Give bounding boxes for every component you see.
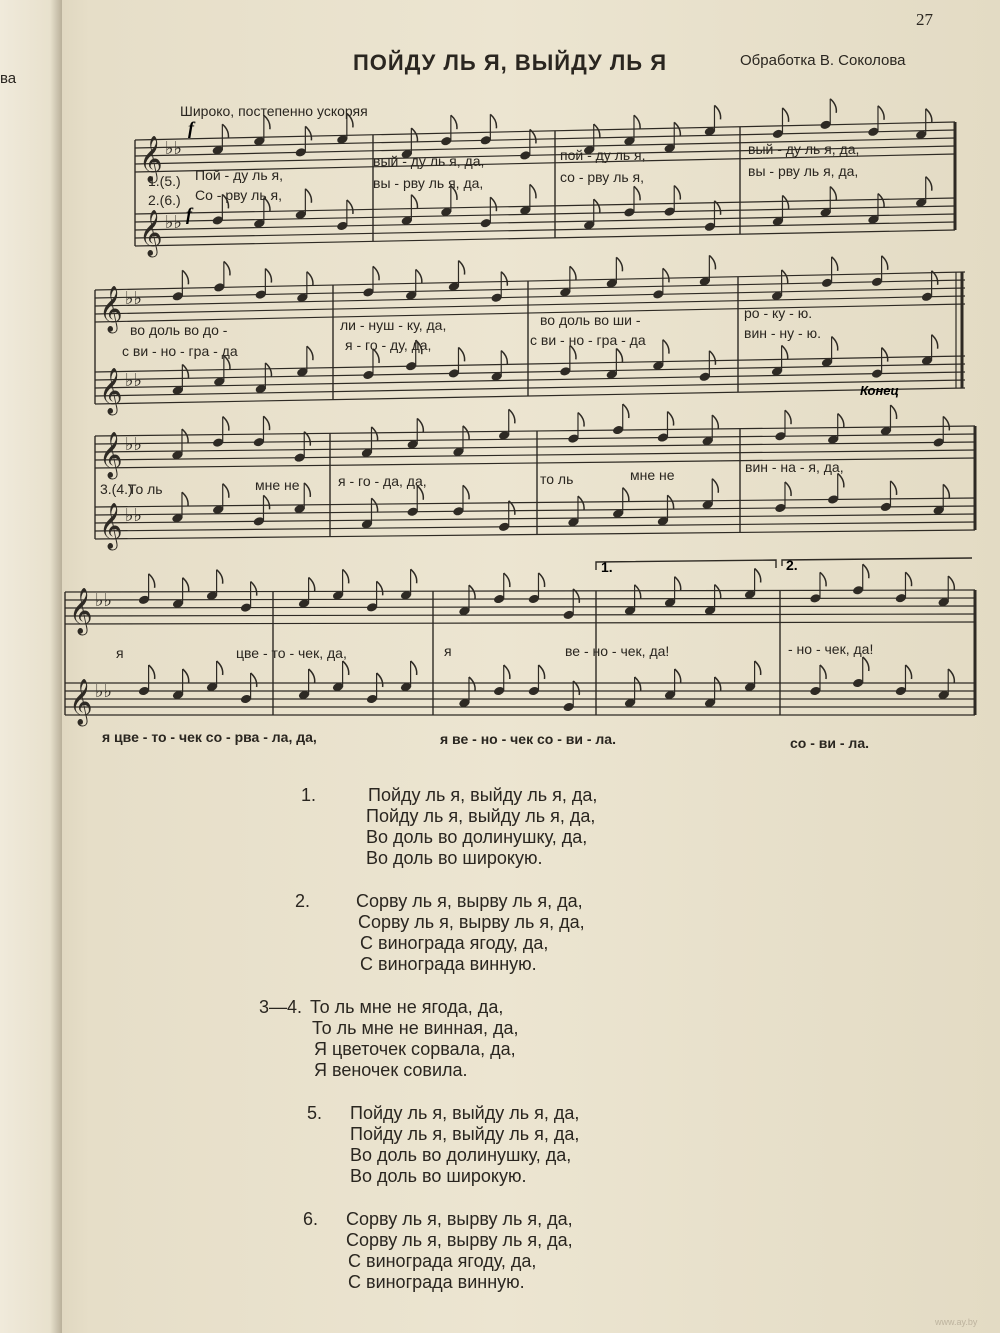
note-flag — [663, 340, 669, 354]
note-flag — [307, 272, 313, 286]
staff-line — [95, 522, 975, 531]
note-flag — [309, 577, 315, 591]
note-flag — [755, 568, 761, 582]
s1-v1-m2: вый - ду ль я, да, — [373, 153, 485, 169]
note-flag — [782, 345, 788, 359]
note-flag — [667, 412, 673, 426]
treble-clef-icon: 𝄞 — [99, 286, 123, 332]
note-flag — [263, 495, 269, 509]
key-signature-flats: ♭♭ — [95, 590, 112, 611]
page-number: 27 — [916, 10, 933, 29]
note-flag — [371, 427, 377, 441]
note-flag — [463, 426, 469, 440]
note-flag — [674, 186, 680, 200]
s3-m3b: мне не — [630, 467, 675, 483]
arranger-credit: Обработка В. Соколова — [740, 52, 906, 69]
note-flag — [309, 669, 315, 683]
note-flag — [832, 257, 838, 271]
note-flag — [755, 661, 761, 675]
note-flag — [501, 351, 507, 365]
verse-line: То ль мне не ягода, да, — [310, 997, 504, 1017]
note-flag — [616, 348, 622, 362]
staff-line — [95, 380, 965, 396]
s2-v1-m4: ро - ку - ю. — [744, 305, 813, 321]
note-flag — [882, 256, 888, 270]
note-flag — [458, 261, 464, 275]
s2-v2-m3: с ви - но - гра - да — [530, 332, 646, 348]
note-flag — [347, 200, 353, 214]
key-signature-flats: ♭♭ — [165, 212, 182, 233]
staff-line — [95, 364, 965, 380]
verse-line: Я цветочек сорвала, да, — [314, 1039, 516, 1059]
note-flag — [882, 348, 888, 362]
staff-line — [95, 388, 965, 404]
note-flag — [183, 669, 189, 683]
verse-line: Сорву ль я, вырву ль я, да, — [346, 1209, 573, 1229]
treble-clef-icon: 𝄞 — [69, 679, 93, 725]
note-flag — [782, 270, 788, 284]
note-flag — [343, 661, 349, 675]
note-flag — [373, 266, 379, 280]
note-flag — [709, 351, 715, 365]
key-signature-flats: ♭♭ — [95, 681, 112, 702]
note-flag — [183, 578, 189, 592]
note-flag — [712, 479, 718, 493]
note-flag — [832, 337, 838, 351]
note-flag — [469, 677, 475, 691]
note-flag — [417, 418, 423, 432]
note-flag — [663, 268, 669, 282]
note-flag — [926, 109, 932, 123]
verse-5 — [306, 1103, 720, 1187]
note-flag — [490, 197, 496, 211]
note-flag — [830, 99, 836, 113]
s4-lower-3: со - ви - ла. — [790, 735, 870, 751]
note-flag — [251, 582, 257, 596]
key-signature-flats: ♭♭ — [125, 370, 142, 391]
note-flag — [222, 124, 228, 138]
dynamic-forte-upper: f — [188, 118, 194, 138]
note-flag — [463, 485, 469, 499]
staff-line — [65, 614, 975, 616]
s3-m1a: То ль — [128, 481, 163, 497]
note-flag — [634, 186, 640, 200]
verse-number: 2. — [294, 891, 310, 911]
note-flag — [377, 581, 383, 595]
s2-v1-m2: ли - нуш - ку, да, — [340, 317, 447, 333]
s4-upper-2: цве - то - чек, да, — [236, 645, 347, 661]
verse-number: 1. — [300, 785, 316, 805]
verse-label-1-5: 1.(5.) — [148, 173, 181, 189]
note-flag — [182, 270, 188, 284]
staff-line — [95, 288, 965, 306]
s4-upper-3: я — [444, 643, 452, 659]
treble-clef-icon: 𝄞 — [139, 210, 163, 256]
previous-page-text: ва — [0, 70, 17, 87]
note-flag — [223, 484, 229, 498]
note-flag — [623, 488, 629, 502]
note-flag — [709, 255, 715, 269]
key-signature-flats: ♭♭ — [125, 288, 142, 309]
note-flag — [307, 346, 313, 360]
clefs-and-keys — [69, 136, 182, 727]
note-flag — [509, 409, 515, 423]
note-flag — [675, 577, 681, 591]
verse-line: С винограда ягоду, да, — [348, 1251, 537, 1271]
note-flag — [411, 661, 417, 675]
staff-line — [95, 498, 975, 507]
note-flag — [265, 363, 271, 377]
note-flag — [948, 669, 954, 683]
note-flag — [675, 669, 681, 683]
verse-number: 3—4. — [258, 997, 302, 1017]
note-flag — [948, 576, 954, 590]
treble-clef-icon: 𝄞 — [139, 136, 163, 182]
note-flag — [634, 115, 640, 129]
note-flag — [905, 572, 911, 586]
treble-clef-icon: 𝄞 — [99, 432, 123, 478]
staff-line — [65, 622, 975, 624]
note-flag — [616, 257, 622, 271]
note-flag — [469, 585, 475, 599]
staff-line — [95, 280, 965, 298]
note-flag — [217, 661, 223, 675]
staff-line — [95, 304, 965, 322]
note-flag — [224, 261, 230, 275]
tempo-marking: Широко, постепенно ускоряя — [180, 103, 368, 119]
s2-v1-m1: во доль во до - — [130, 322, 228, 338]
note-flag — [263, 416, 269, 430]
staff-line — [95, 372, 965, 388]
verse-line: Пойду ль я, выйду ль я, да, — [350, 1103, 580, 1123]
volta-1-bracket — [596, 560, 776, 570]
verse-line: Во доль во долинушку, да, — [366, 827, 588, 847]
note-flag — [785, 482, 791, 496]
s4-upper-5: - но - чек, да! — [788, 641, 874, 657]
note-flag — [785, 410, 791, 424]
note-flag — [782, 108, 788, 122]
note-flag — [343, 569, 349, 583]
verse-line: Я веночек совила. — [314, 1060, 468, 1080]
volta-2-bracket — [782, 558, 972, 566]
song-title: ПОЙДУ ЛЬ Я, ВЫЙДУ ЛЬ Я — [352, 50, 668, 75]
staff-line — [95, 442, 975, 452]
note-flag — [411, 195, 417, 209]
note-flag — [504, 665, 510, 679]
verse-number: 6. — [302, 1209, 318, 1229]
note-flag — [635, 585, 641, 599]
note-flag — [504, 573, 510, 587]
note-flag — [714, 105, 720, 119]
staff-line — [95, 514, 975, 523]
verse-text-block — [258, 785, 680, 1315]
staff-line — [65, 606, 975, 608]
verse-line: С винограда винную. — [360, 954, 537, 974]
note-flag — [878, 194, 884, 208]
note-flag — [712, 415, 718, 429]
note-flag — [264, 115, 270, 129]
s2-v2-m4: вин - ну - ю. — [744, 325, 821, 341]
note-flag — [451, 115, 457, 129]
note-flag — [305, 189, 311, 203]
staff-line — [95, 506, 975, 515]
s2-v1-m3: во доль во ши - — [540, 312, 641, 328]
note-flag — [830, 187, 836, 201]
staff-lines — [65, 122, 975, 715]
verse-6 — [302, 1209, 718, 1293]
dynamic-forte-lower: f — [186, 204, 192, 224]
note-flag — [538, 573, 544, 587]
s4-lower-2: я ве - но - чек со - ви - ла. — [440, 731, 616, 747]
note-flag — [715, 585, 721, 599]
verse-3-4 — [258, 997, 710, 1081]
staff-line — [65, 598, 975, 600]
note-flag — [820, 572, 826, 586]
note-flag — [265, 269, 271, 283]
s2-v2-m1: с ви - но - гра - да — [122, 343, 238, 359]
verse-line: Во доль во долинушку, да, — [350, 1145, 572, 1165]
note-flag — [538, 665, 544, 679]
s3-m3a: то ль — [540, 471, 574, 487]
s4-upper-1: я — [116, 645, 124, 661]
staff-line — [65, 590, 975, 592]
verse-2 — [294, 891, 722, 975]
note-flag — [530, 184, 536, 198]
note-flag — [371, 498, 377, 512]
staff-line — [95, 434, 975, 444]
note-flag — [251, 673, 257, 687]
end-mark: Конец — [860, 383, 899, 398]
s4-upper-4: ве - но - чек, да! — [565, 643, 670, 659]
note-flag — [223, 417, 229, 431]
verse-line: Сорву ль я, вырву ль я, да, — [356, 891, 583, 911]
note-flag — [820, 665, 826, 679]
s4-lower-1: я цве - то - чек со - рва - ла, да, — [102, 729, 317, 745]
treble-clef-icon: 𝄞 — [99, 368, 123, 414]
note-flag — [667, 495, 673, 509]
key-signature-flats: ♭♭ — [125, 505, 142, 526]
verse-line: Пойду ль я, выйду ль я, да, — [366, 806, 596, 826]
note-flag — [674, 122, 680, 136]
note-flag — [890, 405, 896, 419]
note-flag — [782, 195, 788, 209]
note-flag — [570, 266, 576, 280]
note-flag — [926, 177, 932, 191]
note-flag — [182, 429, 188, 443]
key-signature-flats: ♭♭ — [125, 434, 142, 455]
note-flag — [890, 481, 896, 495]
verse-line: С винограда ягоду, да, — [360, 933, 549, 953]
note-flag — [217, 570, 223, 584]
note-flag — [878, 106, 884, 120]
note-flag — [838, 473, 844, 487]
note-flag — [377, 673, 383, 687]
note-flag — [863, 564, 869, 578]
note-flag — [715, 677, 721, 691]
staff-line — [95, 296, 965, 314]
volta-2-label: 2. — [786, 557, 798, 573]
note-flag — [943, 416, 949, 430]
s1-v1-m4: вый - ду ль я, да, — [748, 141, 860, 157]
s1-v2-m1: Со - рву ль я, — [195, 187, 282, 203]
staff-line — [135, 206, 955, 222]
note-flag — [623, 404, 629, 418]
key-signature-flats: ♭♭ — [165, 138, 182, 159]
volta-1-label: 1. — [601, 559, 613, 575]
verse-label-3-4: 3.(4.) — [100, 481, 133, 497]
note-flag — [149, 574, 155, 588]
staff-line — [135, 122, 955, 140]
verse-line: С винограда винную. — [348, 1272, 525, 1292]
note-flag — [943, 484, 949, 498]
note-flag — [304, 483, 310, 497]
treble-clef-icon: 𝄞 — [99, 503, 123, 549]
s3-m1b: мне не — [255, 477, 300, 493]
note-flag — [416, 269, 422, 283]
verse-line: Сорву ль я, вырву ль я, да, — [358, 912, 585, 932]
barlines — [65, 122, 975, 715]
treble-clef-icon: 𝄞 — [69, 588, 93, 634]
verse-line: Пойду ль я, выйду ль я, да, — [368, 785, 598, 805]
staff-line — [95, 272, 965, 290]
s1-v2-m4: вы - рву ль я, да, — [748, 163, 859, 179]
note-flag — [458, 347, 464, 361]
s1-v1-m3: пой - ду ль я, — [560, 147, 646, 163]
note-flag — [347, 113, 353, 127]
note-flag — [305, 126, 311, 140]
verse-line: То ль мне не винная, да, — [312, 1018, 519, 1038]
verse-line: Сорву ль я, вырву ль я, да, — [346, 1230, 573, 1250]
s1-v2-m2: вы - рву ль я, да, — [373, 175, 484, 191]
verse-1 — [300, 785, 730, 869]
note-flag — [635, 677, 641, 691]
note-flag — [411, 128, 417, 142]
note-flag — [594, 199, 600, 213]
note-flag — [501, 272, 507, 286]
s3-m2: я - го - да, да, — [338, 473, 427, 489]
note-flag — [182, 492, 188, 506]
note-flag — [411, 569, 417, 583]
note-flag — [578, 413, 584, 427]
s1-v2-m3: со - рву ль я, — [560, 169, 645, 185]
staff-line — [135, 230, 955, 246]
note-flag — [838, 414, 844, 428]
s3-m4: вин - на - я, да, — [745, 459, 844, 475]
note-flag — [905, 665, 911, 679]
verse-line: Во доль во широкую. — [350, 1166, 527, 1186]
note-flag — [594, 124, 600, 138]
note-flag — [149, 665, 155, 679]
staff-line — [95, 530, 975, 539]
note-flag — [490, 114, 496, 128]
verse-line: Во доль во широкую. — [366, 848, 543, 868]
verse-line: Пойду ль я, выйду ль я, да, — [350, 1124, 580, 1144]
s2-v2-m2: я - го - ду, да, — [345, 337, 432, 353]
verse-label-2-6: 2.(6.) — [148, 192, 181, 208]
note-flag — [182, 364, 188, 378]
note-flag — [578, 496, 584, 510]
s1-v1-m1: Пой - ду ль я, — [195, 167, 283, 183]
verse-number: 5. — [306, 1103, 322, 1123]
note-flag — [932, 335, 938, 349]
note-flag — [863, 657, 869, 671]
watermark: www.ay.by — [935, 1317, 978, 1327]
